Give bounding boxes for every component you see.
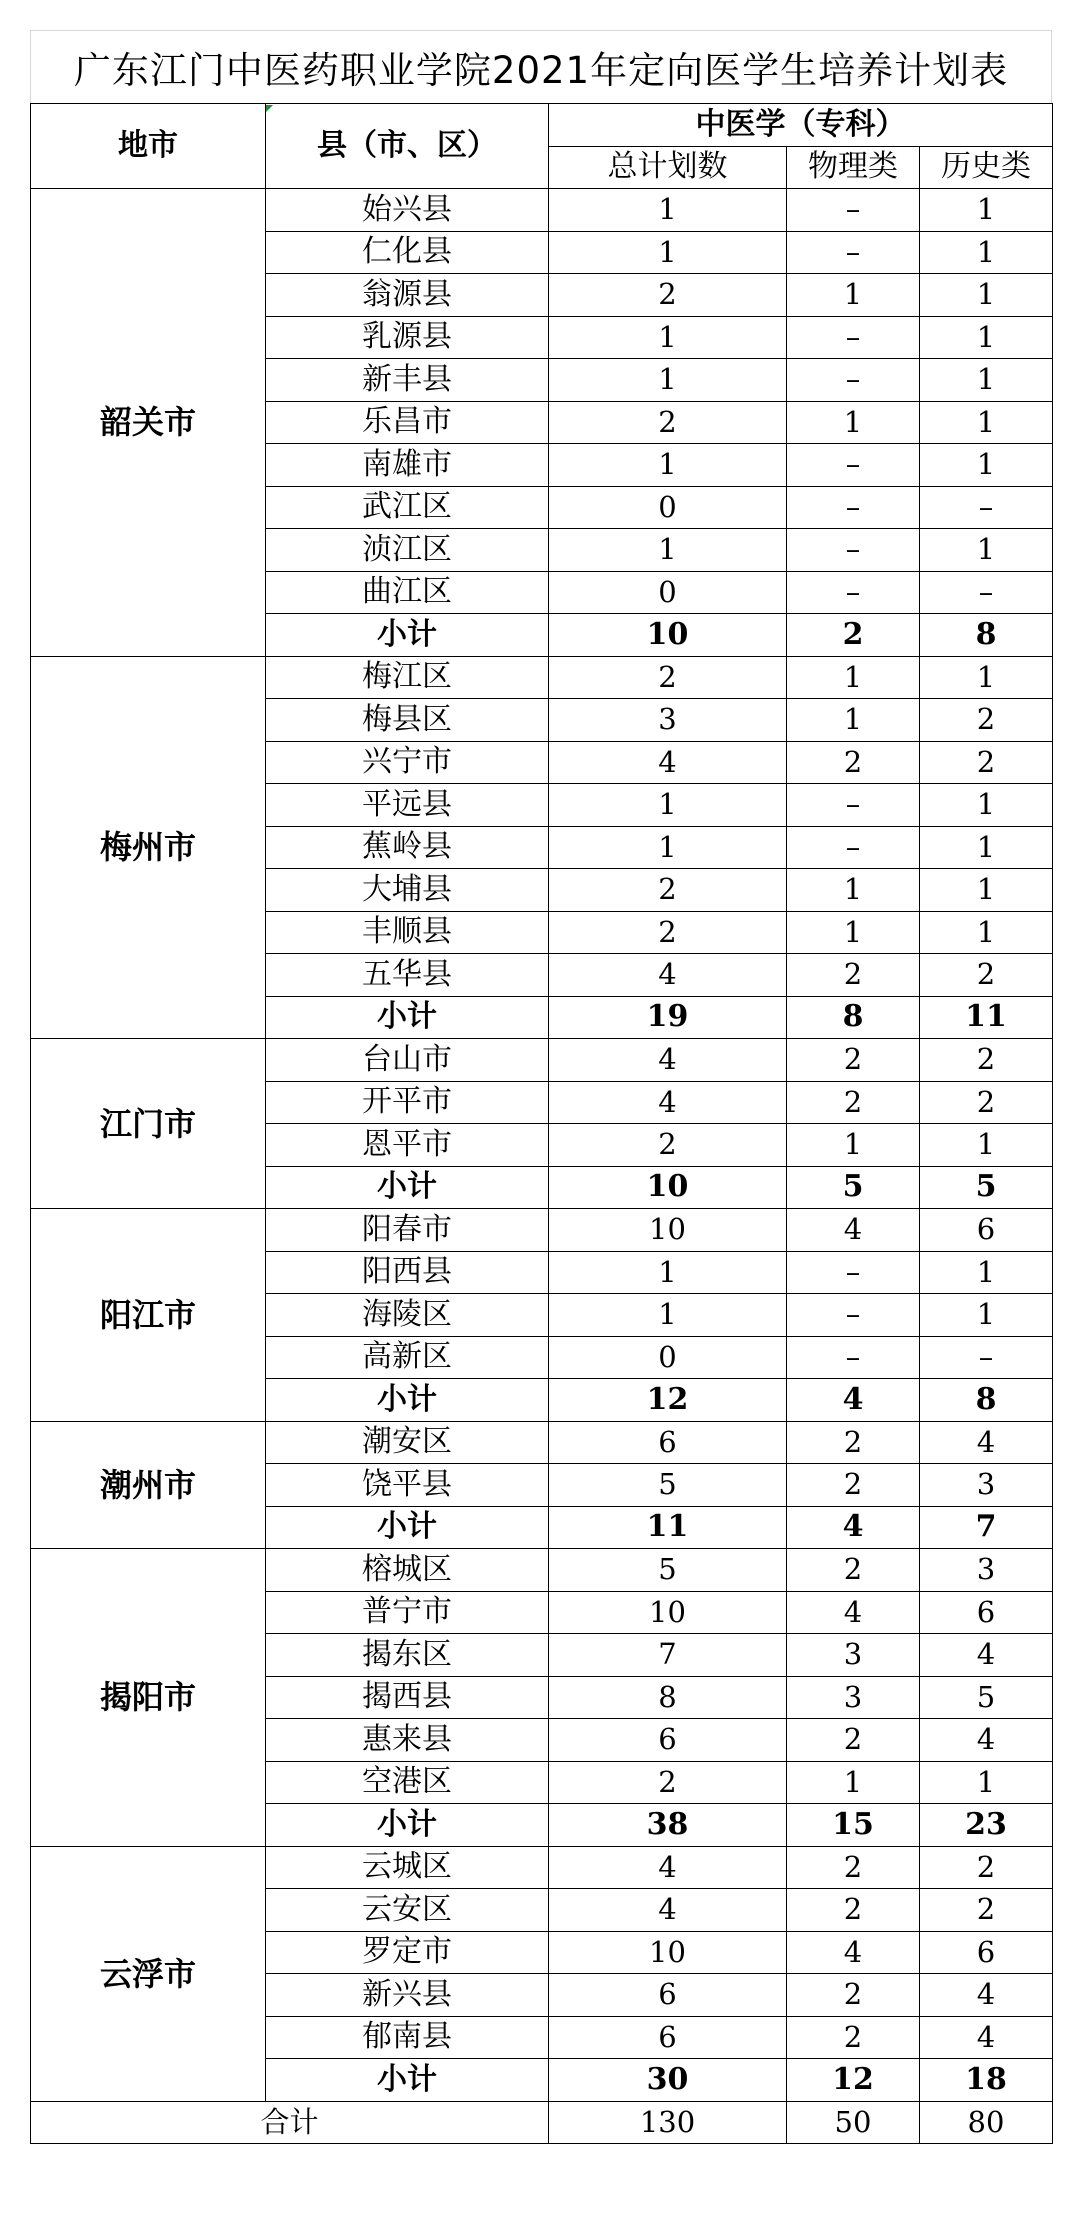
subtotal-total: 19 [549, 996, 787, 1039]
plan-physics: 3 [787, 1676, 920, 1719]
city-name: 揭阳市 [31, 1549, 266, 1847]
plan-history: 1 [920, 1294, 1053, 1337]
subtotal-label: 小计 [266, 1379, 549, 1422]
plan-history: 1 [920, 231, 1053, 274]
plan-history: 3 [920, 1464, 1053, 1507]
plan-total: 7 [549, 1634, 787, 1677]
plan-total: 4 [549, 1889, 787, 1932]
subtotal-total: 38 [549, 1804, 787, 1847]
plan-physics: 2 [787, 1846, 920, 1889]
plan-physics: – [787, 486, 920, 529]
plan-total: 4 [549, 1039, 787, 1082]
county-name: 榕城区 [266, 1549, 549, 1592]
county-name: 梅江区 [266, 656, 549, 699]
city-name: 江门市 [31, 1039, 266, 1209]
subtotal-history: 23 [920, 1804, 1053, 1847]
plan-history: 2 [920, 741, 1053, 784]
subtotal-physics: 12 [787, 2059, 920, 2102]
plan-history: 2 [920, 699, 1053, 742]
county-name: 丰顺县 [266, 911, 549, 954]
county-name: 乐昌市 [266, 401, 549, 444]
plan-physics: 2 [787, 1889, 920, 1932]
plan-history: 4 [920, 2016, 1053, 2059]
plan-total: 8 [549, 1676, 787, 1719]
plan-physics: – [787, 231, 920, 274]
header-city: 地市 [31, 104, 266, 189]
city-name: 韶关市 [31, 189, 266, 657]
plan-history: 3 [920, 1549, 1053, 1592]
plan-physics: 4 [787, 1591, 920, 1634]
plan-total: 1 [549, 189, 787, 232]
table-row [31, 1209, 1053, 1252]
subtotal-history: 8 [920, 1379, 1053, 1422]
table-title [30, 30, 1052, 103]
plan-history: 1 [920, 656, 1053, 699]
plan-history: 4 [920, 1719, 1053, 1762]
county-name: 新兴县 [266, 1974, 549, 2017]
plan-history: 2 [920, 1889, 1053, 1932]
county-name: 潮安区 [266, 1421, 549, 1464]
plan-physics: – [787, 1251, 920, 1294]
plan-total: 10 [549, 1209, 787, 1252]
header-physics: 物理类 [787, 146, 920, 189]
plan-history: 1 [920, 189, 1053, 232]
table-row [31, 656, 1053, 699]
header-county: 县（市、区） [266, 104, 549, 189]
county-name: 云城区 [266, 1846, 549, 1889]
plan-total: 6 [549, 1974, 787, 2017]
plan-history: 4 [920, 1634, 1053, 1677]
grand-total-history: 80 [920, 2101, 1053, 2144]
plan-total: 2 [549, 656, 787, 699]
plan-total: 4 [549, 954, 787, 997]
plan-total: 3 [549, 699, 787, 742]
grand-total-row [31, 2101, 1053, 2144]
subtotal-label: 小计 [266, 1166, 549, 1209]
plan-total: 2 [549, 274, 787, 317]
plan-physics: 1 [787, 911, 920, 954]
plan-table [30, 103, 1053, 2144]
county-name: 蕉岭县 [266, 826, 549, 869]
plan-history: 2 [920, 954, 1053, 997]
plan-total: 6 [549, 1421, 787, 1464]
plan-total: 0 [549, 1336, 787, 1379]
plan-physics: 1 [787, 656, 920, 699]
plan-history: 1 [920, 529, 1053, 572]
plan-total: 2 [549, 1124, 787, 1167]
county-name: 高新区 [266, 1336, 549, 1379]
county-name: 罗定市 [266, 1931, 549, 1974]
plan-total: 6 [549, 1719, 787, 1762]
plan-physics: 2 [787, 1974, 920, 2017]
table-row [31, 1549, 1053, 1592]
plan-physics: 2 [787, 2016, 920, 2059]
plan-history: 1 [920, 911, 1053, 954]
subtotal-history: 8 [920, 614, 1053, 657]
plan-history: 4 [920, 1421, 1053, 1464]
plan-total: 4 [549, 1846, 787, 1889]
county-name: 普宁市 [266, 1591, 549, 1634]
subtotal-total: 10 [549, 614, 787, 657]
plan-total: 0 [549, 571, 787, 614]
subtotal-label: 小计 [266, 614, 549, 657]
county-name: 新丰县 [266, 359, 549, 402]
county-name: 武江区 [266, 486, 549, 529]
table-row [31, 1846, 1053, 1889]
plan-history: 2 [920, 1846, 1053, 1889]
plan-physics: 1 [787, 869, 920, 912]
plan-history: 2 [920, 1039, 1053, 1082]
county-name: 饶平县 [266, 1464, 549, 1507]
subtotal-total: 11 [549, 1506, 787, 1549]
plan-physics: – [787, 189, 920, 232]
plan-physics: 2 [787, 1421, 920, 1464]
county-name: 阳春市 [266, 1209, 549, 1252]
county-name: 南雄市 [266, 444, 549, 487]
plan-physics: 2 [787, 741, 920, 784]
plan-physics: – [787, 571, 920, 614]
subtotal-history: 5 [920, 1166, 1053, 1209]
plan-total: 5 [549, 1549, 787, 1592]
plan-history: 1 [920, 826, 1053, 869]
city-name: 潮州市 [31, 1421, 266, 1549]
table-row [31, 189, 1053, 232]
subtotal-total: 12 [549, 1379, 787, 1422]
grand-total-label: 合计 [31, 2101, 549, 2144]
table-body [31, 104, 1053, 2144]
plan-history: 1 [920, 1761, 1053, 1804]
plan-history: – [920, 486, 1053, 529]
plan-physics: 2 [787, 1464, 920, 1507]
subtotal-total: 10 [549, 1166, 787, 1209]
plan-history: 2 [920, 1081, 1053, 1124]
county-name: 始兴县 [266, 189, 549, 232]
plan-physics: 1 [787, 699, 920, 742]
plan-total: 6 [549, 2016, 787, 2059]
plan-total: 2 [549, 911, 787, 954]
plan-total: 10 [549, 1931, 787, 1974]
plan-history: 1 [920, 316, 1053, 359]
plan-total: 1 [549, 444, 787, 487]
plan-history: 1 [920, 1251, 1053, 1294]
plan-total: 2 [549, 1761, 787, 1804]
county-name: 仁化县 [266, 231, 549, 274]
county-name: 开平市 [266, 1081, 549, 1124]
plan-physics: 1 [787, 1761, 920, 1804]
cell-marker-icon [266, 105, 273, 112]
plan-total: 1 [549, 784, 787, 827]
plan-total: 1 [549, 1251, 787, 1294]
header-history: 历史类 [920, 146, 1053, 189]
county-name: 台山市 [266, 1039, 549, 1082]
county-name: 平远县 [266, 784, 549, 827]
plan-history: 5 [920, 1676, 1053, 1719]
county-name: 翁源县 [266, 274, 549, 317]
plan-total: 10 [549, 1591, 787, 1634]
plan-total: 1 [549, 529, 787, 572]
county-name: 乳源县 [266, 316, 549, 359]
plan-total: 4 [549, 1081, 787, 1124]
subtotal-history: 7 [920, 1506, 1053, 1549]
plan-physics: 2 [787, 1719, 920, 1762]
subtotal-physics: 8 [787, 996, 920, 1039]
county-name: 云安区 [266, 1889, 549, 1932]
plan-total: 4 [549, 741, 787, 784]
plan-total: 1 [549, 826, 787, 869]
subtotal-physics: 4 [787, 1506, 920, 1549]
plan-total: 1 [549, 1294, 787, 1337]
plan-history: 4 [920, 1974, 1053, 2017]
plan-physics: – [787, 1294, 920, 1337]
plan-physics: 2 [787, 1549, 920, 1592]
county-name: 大埔县 [266, 869, 549, 912]
plan-history: – [920, 1336, 1053, 1379]
county-name: 浈江区 [266, 529, 549, 572]
header-program: 中医学（专科） [549, 104, 1053, 147]
plan-physics: 3 [787, 1634, 920, 1677]
subtotal-label: 小计 [266, 1804, 549, 1847]
plan-total: 2 [549, 869, 787, 912]
city-name: 阳江市 [31, 1209, 266, 1422]
plan-physics: 2 [787, 1039, 920, 1082]
plan-total: 5 [549, 1464, 787, 1507]
county-name: 揭西县 [266, 1676, 549, 1719]
plan-physics: – [787, 529, 920, 572]
plan-total: 1 [549, 231, 787, 274]
plan-physics: – [787, 826, 920, 869]
plan-history: 1 [920, 401, 1053, 444]
plan-physics: – [787, 359, 920, 402]
plan-physics: 4 [787, 1209, 920, 1252]
plan-physics: – [787, 444, 920, 487]
city-name: 梅州市 [31, 656, 266, 1039]
plan-physics: – [787, 784, 920, 827]
spreadsheet [30, 30, 1052, 2144]
plan-history: 6 [920, 1209, 1053, 1252]
subtotal-physics: 15 [787, 1804, 920, 1847]
subtotal-history: 18 [920, 2059, 1053, 2102]
plan-physics: 2 [787, 954, 920, 997]
plan-physics: 2 [787, 1081, 920, 1124]
subtotal-physics: 5 [787, 1166, 920, 1209]
plan-physics: – [787, 316, 920, 359]
plan-history: 1 [920, 359, 1053, 402]
table-row [31, 1421, 1053, 1464]
county-name: 恩平市 [266, 1124, 549, 1167]
county-name: 空港区 [266, 1761, 549, 1804]
city-name: 云浮市 [31, 1846, 266, 2101]
county-name: 阳西县 [266, 1251, 549, 1294]
county-name: 兴宁市 [266, 741, 549, 784]
plan-total: 1 [549, 316, 787, 359]
plan-history: 1 [920, 784, 1053, 827]
plan-history: 1 [920, 274, 1053, 317]
header-row-1 [31, 104, 1053, 147]
subtotal-physics: 4 [787, 1379, 920, 1422]
county-name: 五华县 [266, 954, 549, 997]
plan-physics: 4 [787, 1931, 920, 1974]
county-name: 曲江区 [266, 571, 549, 614]
grand-total-total: 130 [549, 2101, 787, 2144]
subtotal-label: 小计 [266, 2059, 549, 2102]
county-name: 梅县区 [266, 699, 549, 742]
plan-total: 0 [549, 486, 787, 529]
plan-physics: 1 [787, 401, 920, 444]
county-name: 惠来县 [266, 1719, 549, 1762]
plan-physics: 1 [787, 1124, 920, 1167]
plan-history: 6 [920, 1931, 1053, 1974]
county-name: 郁南县 [266, 2016, 549, 2059]
table-row [31, 1039, 1053, 1082]
header-total: 总计划数 [549, 146, 787, 189]
grand-total-physics: 50 [787, 2101, 920, 2144]
plan-total: 2 [549, 401, 787, 444]
subtotal-label: 小计 [266, 996, 549, 1039]
plan-history: 6 [920, 1591, 1053, 1634]
table-title-text: 广东江门中医药职业学院2021年定向医学生培养计划表 [73, 49, 1009, 92]
plan-history: 1 [920, 869, 1053, 912]
subtotal-history: 11 [920, 996, 1053, 1039]
plan-physics: – [787, 1336, 920, 1379]
county-name: 海陵区 [266, 1294, 549, 1337]
county-name: 揭东区 [266, 1634, 549, 1677]
plan-history: – [920, 571, 1053, 614]
plan-history: 1 [920, 444, 1053, 487]
subtotal-physics: 2 [787, 614, 920, 657]
plan-physics: 1 [787, 274, 920, 317]
subtotal-label: 小计 [266, 1506, 549, 1549]
subtotal-total: 30 [549, 2059, 787, 2102]
plan-history: 1 [920, 1124, 1053, 1167]
plan-total: 1 [549, 359, 787, 402]
